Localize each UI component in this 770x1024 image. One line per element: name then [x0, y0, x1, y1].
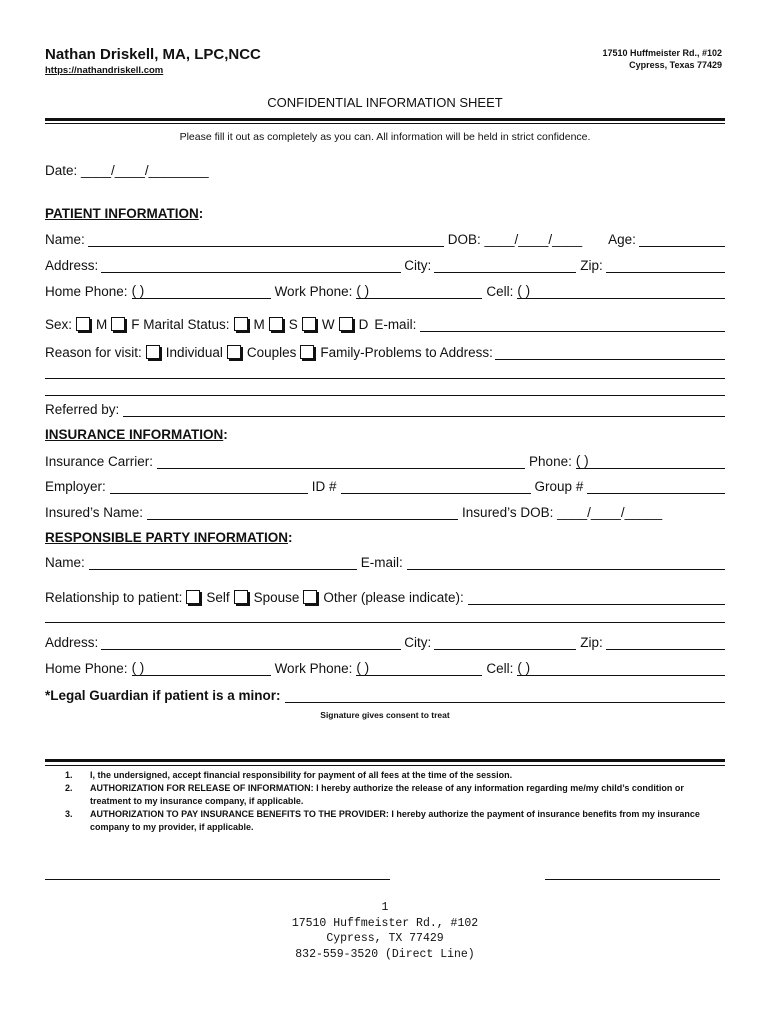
- responsible-work-phone-field[interactable]: [356, 660, 482, 676]
- reason-family-checkbox[interactable]: [300, 345, 314, 359]
- responsible-cell-area: ( ): [517, 660, 531, 675]
- document-title: CONFIDENTIAL INFORMATION SHEET: [267, 95, 503, 110]
- reason-label: Reason for visit:: [45, 345, 142, 360]
- reason-individual-checkbox[interactable]: [146, 345, 160, 359]
- patient-address-row: [45, 255, 725, 273]
- relationship-other-label: Other (please indicate):: [323, 590, 464, 605]
- id-label: ID #: [311, 479, 337, 494]
- responsible-work-phone-label: Work Phone:: [274, 661, 353, 676]
- responsible-home-phone-field[interactable]: [132, 660, 271, 676]
- term-number: 1.: [65, 770, 73, 780]
- responsible-work-area: ( ): [356, 660, 370, 675]
- term-number: 2.: [65, 783, 73, 793]
- cell-label: Cell:: [486, 284, 514, 299]
- group-field[interactable]: [587, 478, 725, 494]
- address-field[interactable]: [101, 257, 401, 273]
- signature-line[interactable]: [45, 879, 390, 880]
- insured-name-field[interactable]: [147, 504, 458, 520]
- zip-field[interactable]: [606, 257, 725, 273]
- referred-label: Referred by:: [45, 402, 120, 417]
- terms-rule-thick: [45, 759, 725, 762]
- email-field[interactable]: [420, 316, 725, 332]
- patient-section-heading: [45, 203, 725, 221]
- responsible-home-phone-label: Home Phone:: [45, 661, 128, 676]
- relationship-other-field[interactable]: [468, 589, 725, 605]
- guardian-label: *Legal Guardian if patient is a minor:: [45, 688, 281, 703]
- term-item: [65, 782, 725, 808]
- guardian-signature-field[interactable]: [285, 687, 725, 703]
- insurance-heading: INSURANCE INFORMATION: [45, 427, 224, 442]
- patient-phone-row: [45, 281, 725, 299]
- responsible-email-label: E-mail:: [360, 555, 403, 570]
- carrier-field[interactable]: [157, 453, 525, 469]
- sex-f-checkbox[interactable]: [111, 317, 125, 331]
- responsible-zip-field[interactable]: [606, 634, 725, 650]
- responsible-heading-colon: :: [288, 530, 293, 545]
- employer-row: [45, 476, 725, 494]
- responsible-address-field[interactable]: [101, 634, 401, 650]
- term-text: AUTHORIZATION TO PAY INSURANCE BENEFITS TO THE PROVIDER: I hereby authorize the payment of insurance benefits from my insurance company to my provider, if applicable.: [90, 809, 700, 832]
- header-address-line1: 17510 Huffmeister Rd., #102: [602, 48, 722, 58]
- page-footer: [0, 900, 770, 962]
- problems-line-3[interactable]: [45, 395, 725, 396]
- work-phone-area: ( ): [356, 283, 370, 298]
- date-row: [45, 160, 725, 178]
- home-phone-field[interactable]: [132, 283, 271, 299]
- term-text: I, the undersigned, accept financial responsibility for payment of all fees at the time of the session.: [90, 770, 513, 780]
- home-phone-area: ( ): [131, 283, 145, 298]
- term-item: [65, 808, 725, 834]
- relationship-other-checkbox[interactable]: [303, 590, 317, 604]
- carrier-label: Insurance Carrier:: [45, 454, 154, 469]
- sex-label: Sex:: [45, 317, 73, 332]
- insurance-phone-label: Phone:: [529, 454, 572, 469]
- problems-line-2[interactable]: [45, 378, 725, 379]
- referred-row: [45, 399, 725, 417]
- id-field[interactable]: [341, 478, 531, 494]
- responsible-address-row: [45, 632, 725, 650]
- sex-m-checkbox[interactable]: [76, 317, 90, 331]
- address-label: Address:: [45, 258, 99, 273]
- responsible-email-field[interactable]: [407, 554, 725, 570]
- insured-row: [45, 502, 725, 520]
- term-number: 3.: [65, 809, 73, 819]
- responsible-home-area: ( ): [131, 660, 145, 675]
- marital-d-checkbox[interactable]: [339, 317, 353, 331]
- website-link[interactable]: https://nathandriskell.com: [45, 65, 164, 76]
- reason-couples-checkbox[interactable]: [227, 345, 241, 359]
- patient-name-row: [45, 229, 725, 247]
- insured-name-label: Insured’s Name:: [45, 505, 144, 520]
- marital-s-checkbox[interactable]: [269, 317, 283, 331]
- age-label: Age:: [608, 232, 636, 247]
- responsible-phone-row: [45, 658, 725, 676]
- responsible-zip-label: Zip:: [580, 635, 603, 650]
- relationship-row: [45, 587, 725, 605]
- date-signature-line[interactable]: [545, 879, 720, 880]
- dob-field[interactable]: DOB: ____/____/____: [447, 232, 583, 247]
- patient-heading: PATIENT INFORMATION: [45, 206, 199, 221]
- marital-d-label: D: [358, 317, 369, 332]
- insurance-phone-field[interactable]: [576, 453, 725, 469]
- page-number: 1: [381, 901, 389, 914]
- responsible-city-field[interactable]: [434, 634, 576, 650]
- intro-text: Please fill it out as completely as you can. All information will be held in strict confidence.: [179, 131, 591, 143]
- sex-marital-row: [45, 314, 725, 332]
- title-rule-thick: [45, 118, 725, 121]
- title-rule-thin: [45, 123, 725, 124]
- carrier-row: [45, 451, 725, 469]
- city-label: City:: [404, 258, 432, 273]
- cell-area: ( ): [517, 283, 531, 298]
- email-label: E-mail:: [374, 317, 417, 332]
- zip-label: Zip:: [580, 258, 603, 273]
- sex-f-label: F Marital Status:: [131, 317, 230, 332]
- reason-family-label: Family-Problems to Address:: [320, 345, 493, 360]
- marital-w-label: W: [321, 317, 335, 332]
- responsible-city-label: City:: [404, 635, 432, 650]
- group-label: Group #: [534, 479, 584, 494]
- city-field[interactable]: [434, 257, 576, 273]
- footer-address-line2: Cypress, TX 77429: [326, 932, 444, 945]
- date-field[interactable]: Date: ____/____/________: [45, 163, 209, 178]
- reason-couples-label: Couples: [246, 345, 297, 360]
- responsible-name-row: [45, 552, 725, 570]
- term-item: [65, 769, 725, 782]
- practitioner-name: Nathan Driskell, MA, LPC,NCC: [45, 46, 261, 63]
- footer-phone: 832-559-3520 (Direct Line): [295, 947, 475, 961]
- insurance-phone-area: ( ): [575, 453, 589, 468]
- responsible-name-label: Name:: [45, 555, 85, 570]
- guardian-row: [45, 685, 725, 703]
- reason-row: [45, 342, 725, 360]
- header-address: [602, 47, 722, 71]
- responsible-address-label: Address:: [45, 635, 99, 650]
- home-phone-label: Home Phone:: [45, 284, 128, 299]
- marital-m-label: M: [253, 317, 265, 332]
- sex-m-label: M: [96, 317, 108, 332]
- patient-heading-colon: :: [198, 206, 204, 221]
- insurance-section-heading: [45, 424, 725, 442]
- responsible-heading: RESPONSIBLE PARTY INFORMATION: [45, 530, 289, 545]
- insurance-heading-colon: :: [223, 427, 228, 442]
- reason-individual-label: Individual: [165, 345, 223, 360]
- relationship-line-2[interactable]: [45, 622, 725, 623]
- relationship-spouse-checkbox[interactable]: [234, 590, 248, 604]
- cell-field[interactable]: [517, 283, 725, 299]
- referred-field[interactable]: [123, 401, 725, 417]
- marital-m-checkbox[interactable]: [234, 317, 248, 331]
- age-field[interactable]: [639, 231, 725, 247]
- relationship-label: Relationship to patient:: [45, 590, 183, 605]
- marital-w-checkbox[interactable]: [302, 317, 316, 331]
- terms-rule-thin: [45, 765, 725, 766]
- name-field[interactable]: [88, 231, 444, 247]
- responsible-cell-field[interactable]: [517, 660, 725, 676]
- relationship-self-label: Self: [206, 590, 230, 605]
- relationship-self-checkbox[interactable]: [186, 590, 200, 604]
- work-phone-field[interactable]: [356, 283, 482, 299]
- insured-dob-field[interactable]: Insured’s DOB: ____/____/_____: [462, 505, 663, 520]
- problems-field[interactable]: [495, 344, 725, 360]
- employer-label: Employer:: [45, 479, 106, 494]
- responsible-cell-label: Cell:: [486, 661, 514, 676]
- responsible-name-field[interactable]: [89, 554, 357, 570]
- responsible-section-heading: [45, 527, 725, 545]
- footer-address-line1: 17510 Huffmeister Rd., #102: [291, 916, 479, 930]
- name-label: Name:: [45, 232, 85, 247]
- employer-field[interactable]: [110, 478, 308, 494]
- terms-list: [65, 769, 725, 834]
- work-phone-label: Work Phone:: [274, 284, 353, 299]
- marital-s-label: S: [288, 317, 298, 332]
- header-address-line2: Cypress, Texas 77429: [629, 60, 722, 70]
- signature-caption: Signature gives consent to treat: [320, 710, 450, 720]
- relationship-spouse-label: Spouse: [253, 590, 300, 605]
- term-text: AUTHORIZATION FOR RELEASE OF INFORMATION: I hereby authorize the release of any information regarding me/my child’s condition or treatment to my insurance company, if applicable.: [90, 783, 684, 806]
